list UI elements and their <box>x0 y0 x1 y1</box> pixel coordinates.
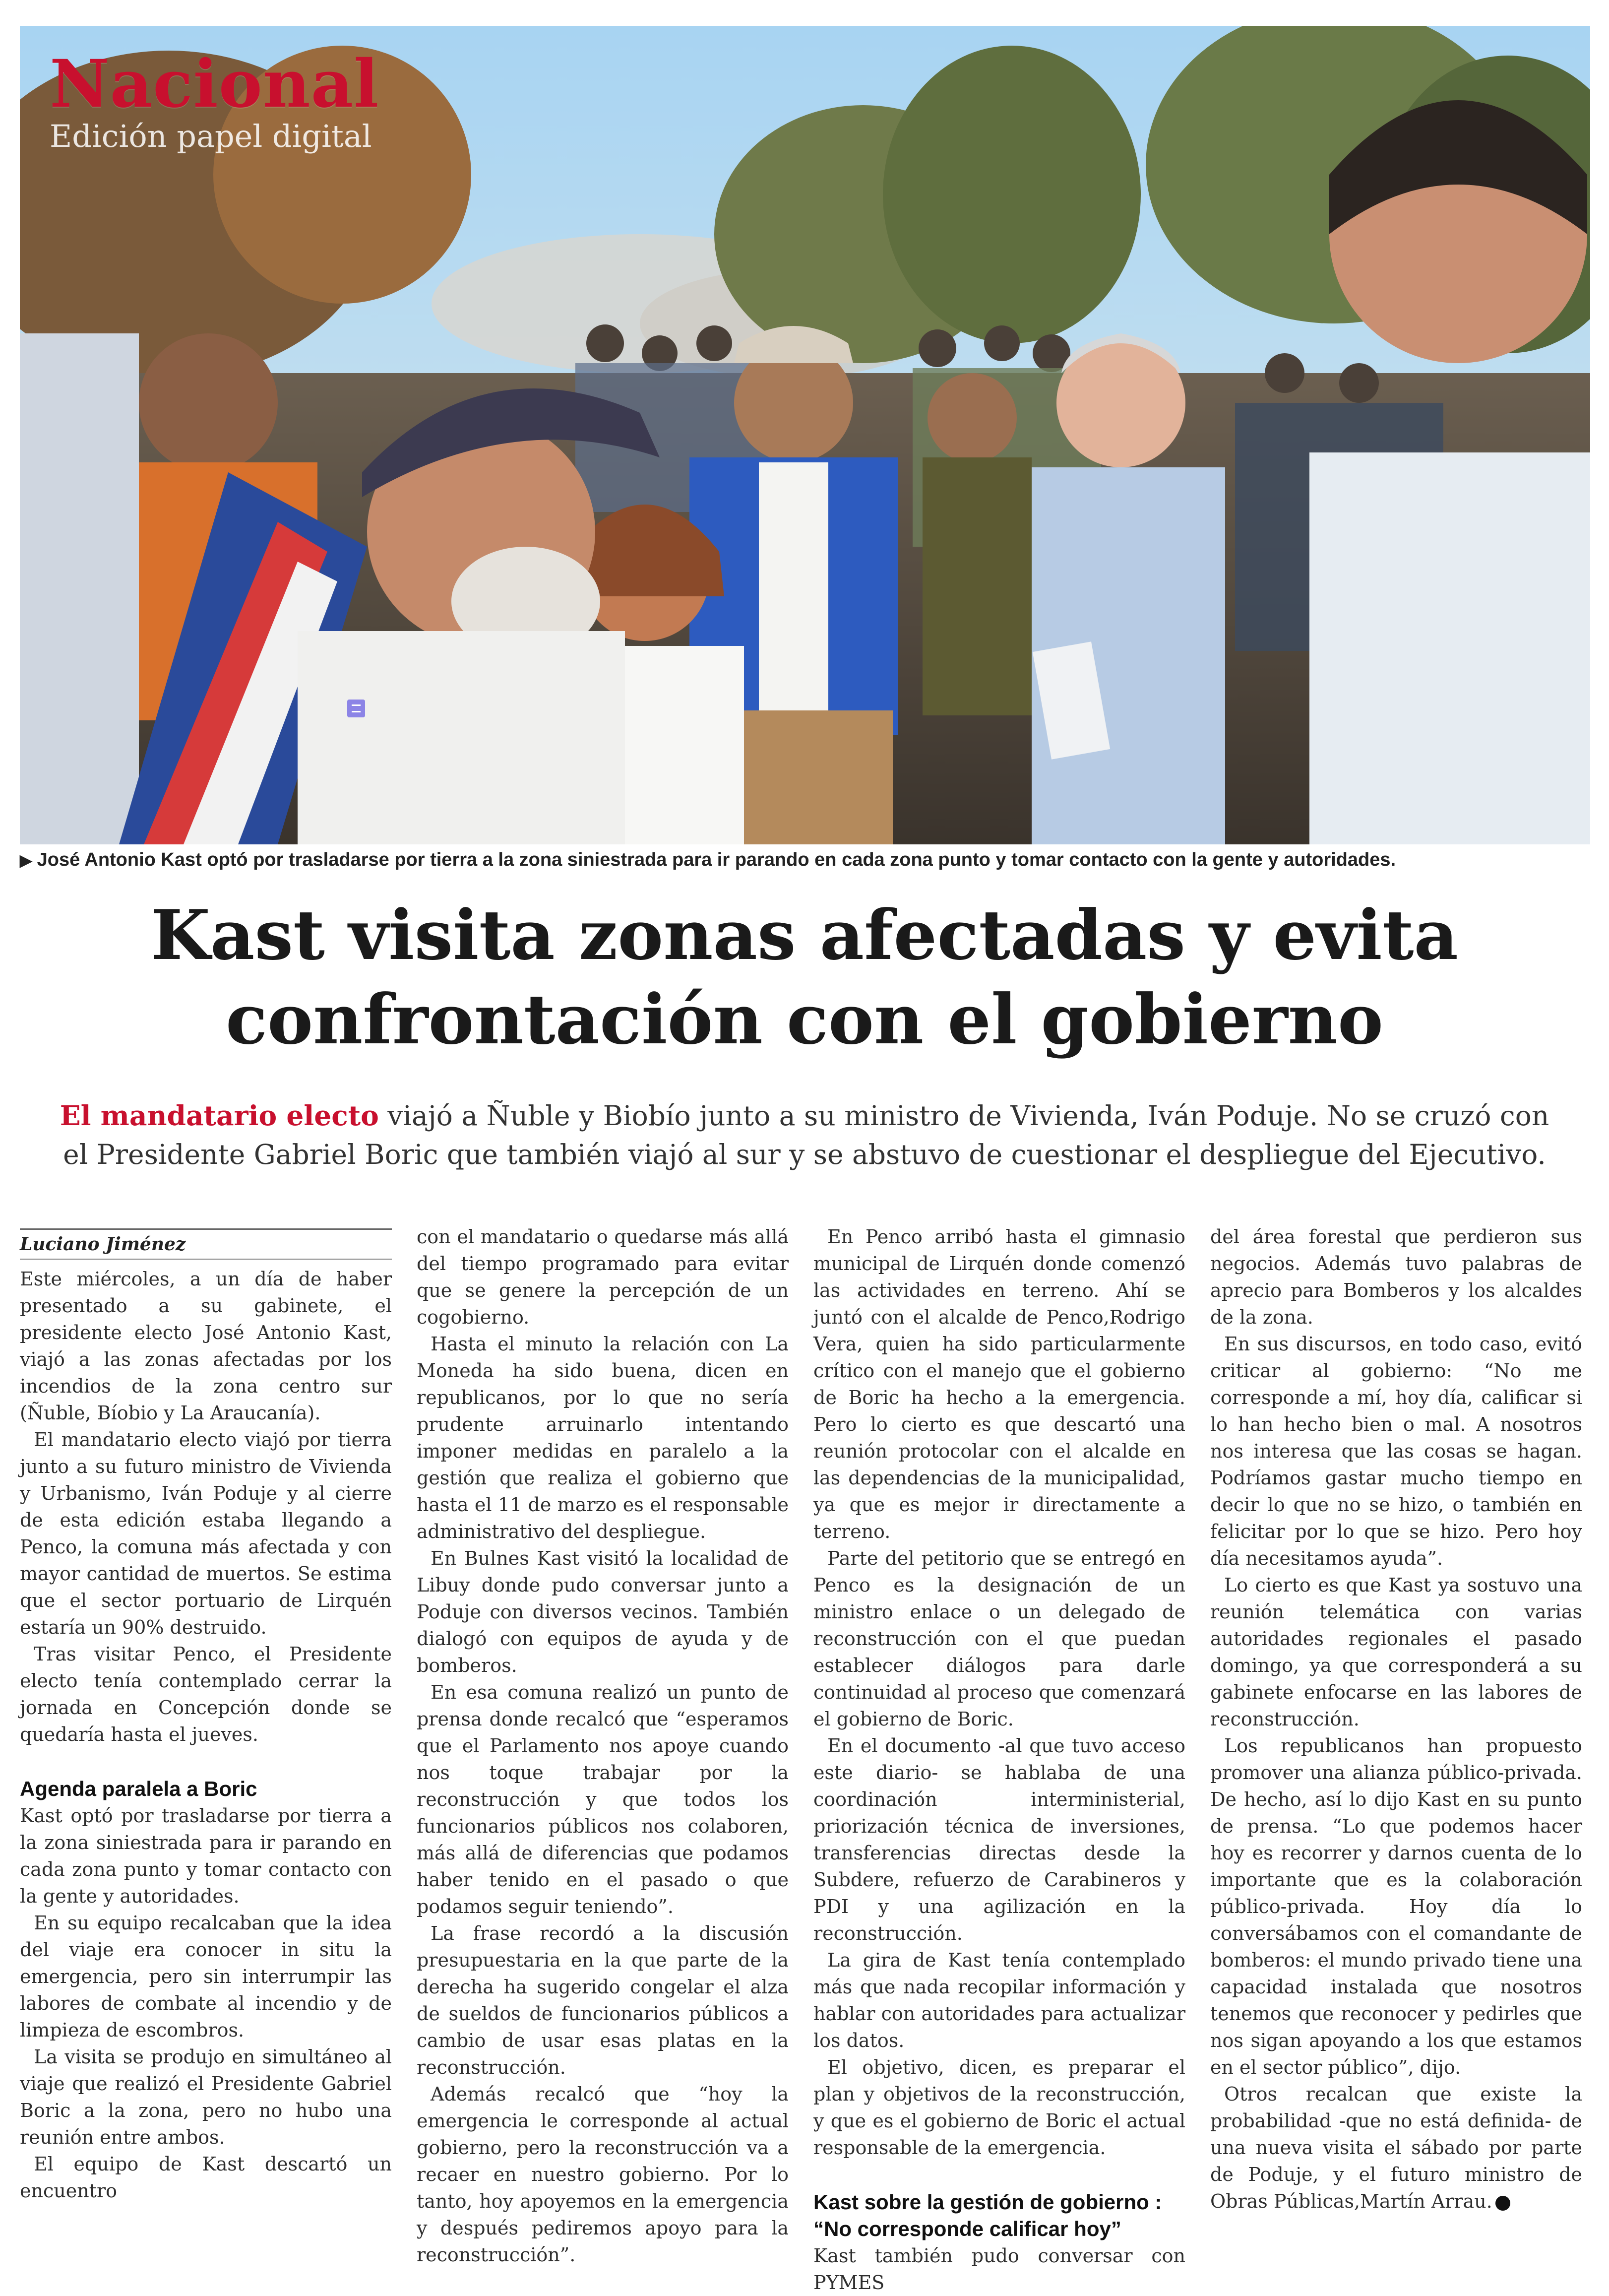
deck-text-1: viajó a Ñuble y Biobío junto a su ministro de Vivienda, Iván Poduje. No se cruzó con <box>378 1100 1549 1132</box>
column-4 <box>1210 1223 1582 2215</box>
headline-line-1: Kast visita zonas afectadas y evita <box>151 894 1458 975</box>
column-2 <box>417 1223 789 2268</box>
paragraph: En sus discursos, en todo caso, evitó criticar al gobierno: “No me corresponde a mí, hoy día, calificar si lo han hecho bien o mal. A nosotros nos interesa que las cosas se hagan. Podríamos gastar mucho tiempo en decir lo que no se hizo, o también en felicitar por lo que se hizo. Pero hoy día necesitamos ayuda”. <box>1210 1333 1582 1569</box>
paragraph: Hasta el minuto la relación con La Moneda ha sido buena, dicen en republicanos, por lo que no sería prudente arruinarlo intentando imponer medidas en paralelo a la gestión que realiza el gobierno que hasta el 11 de marzo es el responsable administrativo del despliegue. <box>417 1333 789 1542</box>
caption-arrow-icon: ▶ <box>20 851 32 869</box>
headline <box>40 893 1569 1062</box>
paragraph: Además recalcó que “hoy la emergencia le corresponde al actual gobierno, pero la reconstrucción va a recaer en nuestro gobierno. Por lo tanto, hoy apoyemos en la emergencia y después pediremos apoyo para la reconstrucción”. <box>417 2083 789 2266</box>
article-body <box>20 1223 1590 2294</box>
subheading-line-2: “No corresponde calificar hoy” <box>813 2217 1121 2240</box>
paragraph: Kast optó por trasladarse por tierra a la zona siniestrada para ir parando en cada zona punto y tomar contacto con la gente y autoridades. <box>20 1805 392 1907</box>
paragraph: En el documento -al que tuvo acceso este diario- se hablaba de una coordinación interministerial, priorización técnica de inversiones, transferencias directas desde la Subdere, refuerzo de Carabineros y PDI y una agilización en la reconstrucción. <box>813 1735 1185 1944</box>
paragraph: Kast también pudo conversar con PYMES <box>813 2245 1185 2294</box>
paragraph: Tras visitar Penco, el Presidente electo tenía contemplado cerrar la jornada en Concepción donde se quedaría hasta el jueves. <box>20 1643 392 1745</box>
paragraph: La gira de Kast tenía contemplado más que nada recopilar información y hablar con autoridades para actualizar los datos. <box>813 1949 1185 2051</box>
paragraph-text: Otros recalcan que existe la probabilidad -que no está definida- de una nueva visita el sábado por parte de Poduje, y el futuro ministro de Obras Públicas,Martín Arrau. <box>1210 2083 1582 2212</box>
headline-line-2: confrontación con el gobierno <box>226 979 1383 1060</box>
edition-label: Edición papel digital <box>50 118 372 154</box>
deck-lead: El mandatario electo <box>60 1099 379 1132</box>
paragraph <box>1210 2081 1582 2215</box>
column-1 <box>20 1223 392 2204</box>
paragraph: En su equipo recalcaban que la idea del viaje era conocer in situ la emergencia, pero sin interrumpir las labores de combate al incendio y de limpieza de escombros. <box>20 1912 392 2041</box>
deck <box>60 1096 1549 1174</box>
paragraph: La frase recordó a la discusión presupuestaria en la que parte de la derecha ha sugerido congelar el alza de sueldos de funcionarios públicos a cambio de usar esas platas en la reconstrucción. <box>417 1922 789 2078</box>
paragraph: Parte del petitorio que se entregó en Penco es la designación de un ministro enlace o un delegado de reconstrucción con el que puedan establecer diálogos para darle continuidad al proceso que comenzará el gobierno de Boric. <box>813 1547 1185 1730</box>
end-mark-icon <box>1495 2196 1510 2211</box>
paragraph: El objetivo, dicen, es preparar el plan y objetivos de la reconstrucción, y que es el gobierno de Boric el actual responsable de la emergencia. <box>813 2056 1185 2159</box>
caption-text: José Antonio Kast optó por trasladarse por tierra a la zona siniestrada para ir parando en cada zona punto y tomar contacto con la gente y autoridades. <box>37 849 1396 870</box>
deck-text-2: el Presidente Gabriel Boric que también viajó al sur y se abstuvo de cuestionar el despliegue del Ejecutivo. <box>63 1139 1546 1170</box>
paragraph: del área forestal que perdieron sus negocios. Además tuvo palabras de aprecio para Bomberos y los alcaldes de la zona. <box>1210 1226 1582 1328</box>
paragraph: Este miércoles, a un día de haber presentado a su gabinete, el presidente electo José Antonio Kast, viajó a las zonas afectadas por los incendios de la zona centro sur (Ñuble, Bíobio y La Araucanía). <box>20 1268 392 1424</box>
paragraph: La visita se produjo en simultáneo al viaje que realizó el Presidente Gabriel Boric a la zona, pero no hubo una reunión entre ambos. <box>20 2046 392 2148</box>
column-3 <box>813 1223 1185 2296</box>
subheading-line-1: Kast sobre la gestión de gobierno : <box>813 2190 1162 2214</box>
paragraph: El mandatario electo viajó por tierra junto a su futuro ministro de Vivienda y Urbanismo, Iván Poduje y al cierre de esta edición estaba llegando a Penco, la comuna más afectada y con mayor cantidad de muertos. Se estima que el sector portuario de Lirquén estaría un 90% destruido. <box>20 1429 392 1638</box>
paragraph: En Bulnes Kast visitó la localidad de Libuy donde pudo conversar junto a Poduje con diversos vecinos. También dialogó con equipos de ayuda y de bomberos. <box>417 1547 789 1676</box>
paragraph: con el mandatario o quedarse más allá del tiempo programado para evitar que se genere la percepción de un cogobierno. <box>417 1226 789 1328</box>
section-label: Nacional <box>50 46 379 123</box>
byline-divider <box>20 1259 392 1260</box>
paragraph: En esa comuna realizó un punto de prensa donde recalcó que “esperamos que el Parlamento nos apoye cuando nos toque trabajar por la reconstrucción y que todos los funcionarios públicos nos colaboren, más allá de diferencias que podamos haber tenido en el pasado o que podamos seguir teniendo”. <box>417 1681 789 1917</box>
paragraph: En Penco arribó hasta el gimnasio municipal de Lirquén donde comenzó las actividades en terreno. Ahí se juntó con el alcalde de Penco,Rodrigo Vera, quien ha sido particularmente crítico con el manejo que el gobierno de Boric ha hecho a la emergencia. Pero lo cierto es que descartó una reunión protocolar con el alcalde en las dependencias de la municipalidad, ya que es mejor ir directamente a terreno. <box>813 1226 1185 1542</box>
subheading <box>813 2189 1185 2242</box>
note-icon[interactable] <box>347 700 365 717</box>
subheading: Agenda paralela a Boric <box>20 1777 257 1800</box>
paragraph: El equipo de Kast descartó un encuentro <box>20 2153 392 2202</box>
byline: Luciano Jiménez <box>20 1234 186 1255</box>
paragraph: Los republicanos han propuesto promover una alianza público-privada. De hecho, así lo dijo Kast en su punto de prensa. “Lo que podemos hacer hoy es recorrer y darnos cuenta de lo importante que es la colaboración público-privada. Hoy día lo conversábamos con el comandante de bomberos: el mundo privado tiene una capacidad instalada que nosotros tenemos que reconocer y pedirles que nos sigan apoyando a los que estamos en el sector público”, dijo. <box>1210 1735 1582 2078</box>
paragraph: Lo cierto es que Kast ya sostuvo una reunión telemática con varias autoridades regionales el pasado domingo, ya que corresponderá a su gabinete enfocarse en las labores de reconstrucción. <box>1210 1574 1582 1730</box>
photo-caption <box>20 849 1590 871</box>
